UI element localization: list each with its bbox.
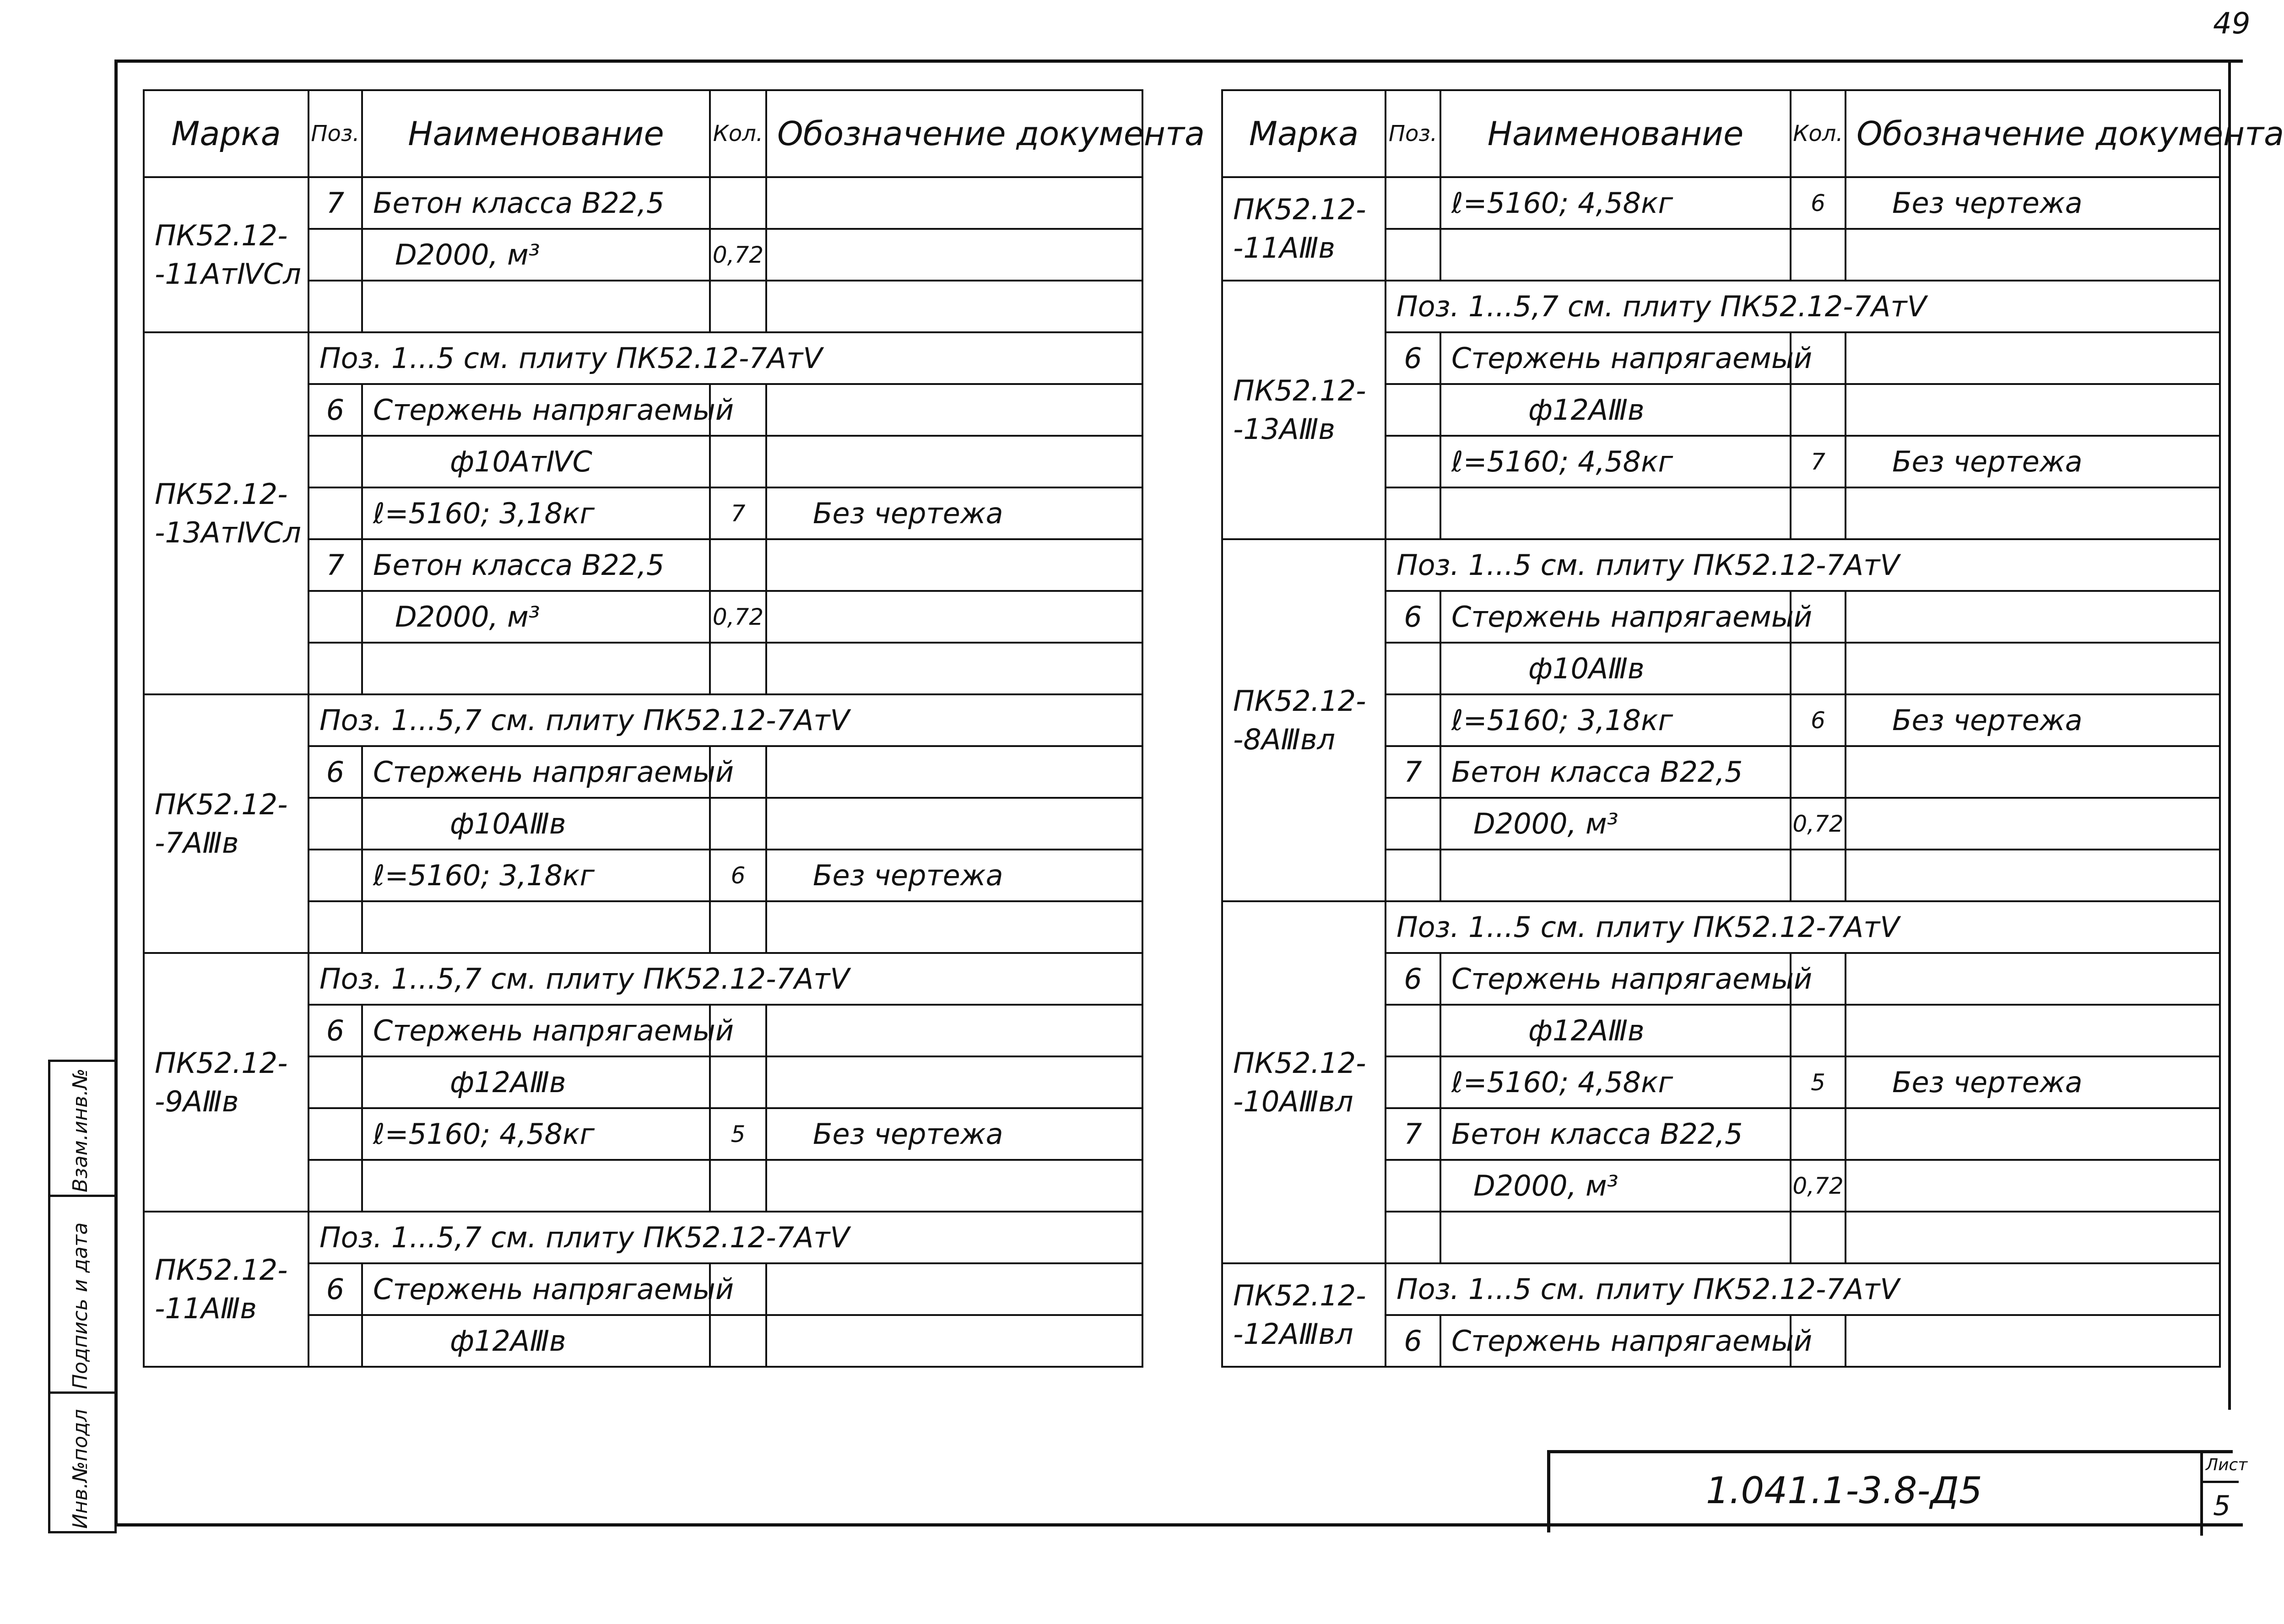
- pos-cell: [1386, 487, 1440, 539]
- doc-cell: Без чертежа: [766, 1108, 1142, 1160]
- sheet-box: [2200, 1453, 2248, 1536]
- pos-cell: 6: [1386, 332, 1440, 384]
- qty-cell: [710, 539, 766, 591]
- pos-cell: [309, 798, 362, 850]
- name-cell: ф12АⅢв: [362, 1056, 710, 1108]
- sidebar-cell-inventory: [48, 1391, 117, 1533]
- name-cell: ℓ=5160; 3,18кг: [362, 850, 710, 901]
- section-note: Поз. 1...5 см. плиту ПК52.12-7АтⅤ: [1386, 901, 2220, 953]
- sidebar-cell-signature: [48, 1195, 117, 1394]
- doc-cell: [1846, 229, 2220, 281]
- pos-cell: [309, 229, 362, 281]
- table-row: [144, 1212, 1142, 1263]
- pos-cell: [309, 901, 362, 953]
- section-note: Поз. 1...5,7 см. плиту ПК52.12-7АтⅤ: [309, 694, 1142, 746]
- table-row: [1222, 281, 2220, 332]
- name-cell: Стержень напрягаемый: [1440, 591, 1791, 643]
- marka-cell: ПК52.12- -12АⅢвл: [1222, 1263, 1386, 1367]
- name-cell: ℓ=5160; 4,58кг: [1440, 177, 1791, 229]
- table-row: [144, 694, 1142, 746]
- name-cell: [1440, 1212, 1791, 1263]
- pos-cell: 6: [309, 1005, 362, 1056]
- qty-cell: 5: [1791, 1056, 1846, 1108]
- qty-cell: [710, 281, 766, 332]
- doc-cell: [1846, 1212, 2220, 1263]
- qty-cell: [710, 643, 766, 694]
- name-cell: ℓ=5160; 4,58кг: [362, 1108, 710, 1160]
- pos-cell: [1386, 177, 1440, 229]
- pos-cell: [309, 487, 362, 539]
- doc-cell: [766, 1315, 1142, 1367]
- qty-cell: [710, 177, 766, 229]
- table-row: [1222, 177, 2220, 229]
- name-cell: ℓ=5160; 3,18кг: [362, 487, 710, 539]
- name-cell: D2000, м³: [1440, 798, 1791, 850]
- left-spec-table: [143, 89, 1205, 1368]
- right-spec-table: [1221, 89, 2284, 1368]
- name-cell: ф10АтⅣС: [362, 436, 710, 487]
- qty-cell: 6: [1791, 694, 1846, 746]
- qty-cell: 0,72: [710, 229, 766, 281]
- doc-cell: [1846, 591, 2220, 643]
- doc-cell: [766, 1263, 1142, 1315]
- name-cell: ℓ=5160; 4,58кг: [1440, 436, 1791, 487]
- name-cell: ф10АⅢв: [362, 798, 710, 850]
- sidebar-cell-replacement: [48, 1060, 117, 1197]
- marka-cell: ПК52.12- -13АⅢв: [1222, 281, 1386, 539]
- name-cell: [1440, 850, 1791, 901]
- pos-cell: [1386, 229, 1440, 281]
- doc-cell: [766, 281, 1142, 332]
- doc-cell: [766, 798, 1142, 850]
- section-note: Поз. 1...5 см. плиту ПК52.12-7АтⅤ: [309, 332, 1142, 384]
- pos-cell: [1386, 1056, 1440, 1108]
- title-block: [1547, 1450, 2248, 1532]
- pos-cell: 6: [309, 1263, 362, 1315]
- name-cell: ф12АⅢв: [1440, 1005, 1791, 1056]
- header-marka: Марка: [144, 90, 309, 177]
- sidebar-label-signature: Подпись и дата: [69, 1222, 92, 1389]
- doc-cell: [766, 436, 1142, 487]
- name-cell: D2000, м³: [362, 229, 710, 281]
- sidebar-label-inventory: Инв.№подл: [69, 1409, 92, 1529]
- doc-cell: [1846, 332, 2220, 384]
- marka-cell: ПК52.12- -8АⅢвл: [1222, 539, 1386, 901]
- pos-cell: 7: [309, 539, 362, 591]
- name-cell: [362, 1160, 710, 1212]
- right-header-row: [1222, 90, 2220, 177]
- section-note: Поз. 1...5 см. плиту ПК52.12-7АтⅤ: [1386, 539, 2220, 591]
- header-doc: Обозначение документа: [766, 90, 1142, 177]
- pos-cell: [309, 1160, 362, 1212]
- doc-cell: [1846, 643, 2220, 694]
- name-cell: Стержень напрягаемый: [362, 1263, 710, 1315]
- doc-cell: Без чертежа: [766, 487, 1142, 539]
- marka-cell: ПК52.12- -7АⅢв: [144, 694, 309, 953]
- pos-cell: 7: [309, 177, 362, 229]
- doc-cell: [766, 746, 1142, 798]
- doc-cell: [766, 643, 1142, 694]
- qty-cell: [710, 798, 766, 850]
- qty-cell: [1791, 384, 1846, 436]
- doc-cell: [766, 901, 1142, 953]
- name-cell: D2000, м³: [362, 591, 710, 643]
- qty-cell: [1791, 1212, 1846, 1263]
- doc-cell: [766, 177, 1142, 229]
- doc-cell: [766, 229, 1142, 281]
- name-cell: Бетон класса В22,5: [1440, 1108, 1791, 1160]
- name-cell: ф12АⅢв: [362, 1315, 710, 1367]
- section-note: Поз. 1...5,7 см. плиту ПК52.12-7АтⅤ: [309, 953, 1142, 1005]
- doc-cell: [1846, 384, 2220, 436]
- name-cell: Стержень напрягаемый: [362, 746, 710, 798]
- header-marka: Марка: [1222, 90, 1386, 177]
- doc-cell: Без чертежа: [1846, 436, 2220, 487]
- doc-cell: [766, 591, 1142, 643]
- pos-cell: [309, 850, 362, 901]
- pos-cell: 6: [1386, 1315, 1440, 1367]
- table-row: [144, 177, 1142, 229]
- page-number: 49: [2213, 7, 2251, 41]
- pos-cell: [309, 591, 362, 643]
- qty-cell: 0,72: [1791, 1160, 1846, 1212]
- qty-cell: [710, 901, 766, 953]
- pos-cell: [1386, 1160, 1440, 1212]
- marka-cell: ПК52.12- -13АтⅣСл: [144, 332, 309, 694]
- header-name: Наименование: [1440, 90, 1791, 177]
- pos-cell: [1386, 850, 1440, 901]
- pos-cell: 6: [1386, 591, 1440, 643]
- table-row: [1222, 1263, 2220, 1315]
- name-cell: Стержень напрягаемый: [362, 1005, 710, 1056]
- marka-cell: ПК52.12- -11АⅢв: [144, 1212, 309, 1367]
- doc-cell: [766, 1160, 1142, 1212]
- doc-cell: [1846, 1315, 2220, 1367]
- marka-cell: ПК52.12- -9АⅢв: [144, 953, 309, 1212]
- qty-cell: 6: [710, 850, 766, 901]
- name-cell: ф10АⅢв: [1440, 643, 1791, 694]
- doc-cell: [766, 539, 1142, 591]
- name-cell: Стержень напрягаемый: [1440, 953, 1791, 1005]
- doc-cell: Без чертежа: [1846, 694, 2220, 746]
- pos-cell: 6: [1386, 953, 1440, 1005]
- sheet-number: 5: [2213, 1490, 2231, 1522]
- pos-cell: [1386, 436, 1440, 487]
- pos-cell: [309, 1108, 362, 1160]
- header-qty: Кол.: [1791, 90, 1846, 177]
- table-row: [1222, 539, 2220, 591]
- doc-cell: [1846, 850, 2220, 901]
- doc-cell: [766, 1056, 1142, 1108]
- qty-cell: 0,72: [710, 591, 766, 643]
- pos-cell: 7: [1386, 746, 1440, 798]
- qty-cell: 6: [1791, 177, 1846, 229]
- qty-cell: [710, 1315, 766, 1367]
- marka-cell: ПК52.12- -11АтⅣСл: [144, 177, 309, 332]
- doc-cell: Без чертежа: [1846, 1056, 2220, 1108]
- section-note: Поз. 1...5 см. плиту ПК52.12-7АтⅤ: [1386, 1263, 2220, 1315]
- pos-cell: 6: [309, 384, 362, 436]
- qty-cell: [1791, 229, 1846, 281]
- header-qty: Кол.: [710, 90, 766, 177]
- pos-cell: [1386, 643, 1440, 694]
- name-cell: Стержень напрягаемый: [1440, 1315, 1791, 1367]
- doc-cell: [1846, 953, 2220, 1005]
- qty-cell: [1791, 487, 1846, 539]
- header-doc: Обозначение документа: [1846, 90, 2220, 177]
- header-pos: Поз.: [309, 90, 362, 177]
- pos-cell: [1386, 1005, 1440, 1056]
- name-cell: D2000, м³: [1440, 1160, 1791, 1212]
- qty-cell: 0,72: [1791, 798, 1846, 850]
- name-cell: [1440, 229, 1791, 281]
- pos-cell: 7: [1386, 1108, 1440, 1160]
- name-cell: [1440, 487, 1791, 539]
- header-pos: Поз.: [1386, 90, 1440, 177]
- qty-cell: 5: [710, 1108, 766, 1160]
- pos-cell: [309, 281, 362, 332]
- name-cell: Бетон класса В22,5: [362, 539, 710, 591]
- name-cell: ℓ=5160; 3,18кг: [1440, 694, 1791, 746]
- pos-cell: [309, 643, 362, 694]
- section-note: Поз. 1...5,7 см. плиту ПК52.12-7АтⅤ: [309, 1212, 1142, 1263]
- document-code: 1.041.1-3.8-Д5: [1706, 1469, 1982, 1512]
- qty-cell: [1791, 1108, 1846, 1160]
- doc-cell: [1846, 1160, 2220, 1212]
- pos-cell: [1386, 694, 1440, 746]
- frame-right-edge: [2228, 60, 2231, 1410]
- section-note: Поз. 1...5,7 см. плиту ПК52.12-7АтⅤ: [1386, 281, 2220, 332]
- approval-sidebar: [48, 1060, 117, 1533]
- table-row: [144, 332, 1142, 384]
- name-cell: Стержень напрягаемый: [1440, 332, 1791, 384]
- name-cell: ф12АⅢв: [1440, 384, 1791, 436]
- table-row: [1222, 901, 2220, 953]
- doc-cell: Без чертежа: [1846, 177, 2220, 229]
- table-row: [144, 953, 1142, 1005]
- name-cell: [362, 281, 710, 332]
- doc-cell: [1846, 487, 2220, 539]
- header-name: Наименование: [362, 90, 710, 177]
- name-cell: Бетон класса В22,5: [362, 177, 710, 229]
- doc-cell: [1846, 1108, 2220, 1160]
- pos-cell: [1386, 1212, 1440, 1263]
- name-cell: Бетон класса В22,5: [1440, 746, 1791, 798]
- pos-cell: [309, 436, 362, 487]
- name-cell: ℓ=5160; 4,58кг: [1440, 1056, 1791, 1108]
- pos-cell: 6: [309, 746, 362, 798]
- qty-cell: [710, 436, 766, 487]
- sidebar-label-replacement: Взам.инв.№: [69, 1068, 92, 1192]
- sheet-label: Лист: [2206, 1456, 2248, 1474]
- qty-cell: 7: [1791, 436, 1846, 487]
- marka-cell: ПК52.12- -10АⅢвл: [1222, 901, 1386, 1263]
- doc-cell: [766, 1005, 1142, 1056]
- pos-cell: [1386, 798, 1440, 850]
- name-cell: [362, 901, 710, 953]
- qty-cell: [1791, 746, 1846, 798]
- doc-cell: [766, 384, 1142, 436]
- doc-cell: [1846, 746, 2220, 798]
- name-cell: [362, 643, 710, 694]
- sheet-box-divider: [2203, 1481, 2239, 1483]
- qty-cell: [1791, 643, 1846, 694]
- pos-cell: [309, 1056, 362, 1108]
- doc-cell: [1846, 798, 2220, 850]
- qty-cell: 7: [710, 487, 766, 539]
- qty-cell: [1791, 850, 1846, 901]
- doc-cell: [1846, 1005, 2220, 1056]
- left-header-row: [144, 90, 1142, 177]
- marka-cell: ПК52.12- -11АⅢв: [1222, 177, 1386, 281]
- name-cell: Стержень напрягаемый: [362, 384, 710, 436]
- qty-cell: [710, 1160, 766, 1212]
- pos-cell: [309, 1315, 362, 1367]
- pos-cell: [1386, 384, 1440, 436]
- doc-cell: Без чертежа: [766, 850, 1142, 901]
- qty-cell: [1791, 1005, 1846, 1056]
- qty-cell: [710, 1056, 766, 1108]
